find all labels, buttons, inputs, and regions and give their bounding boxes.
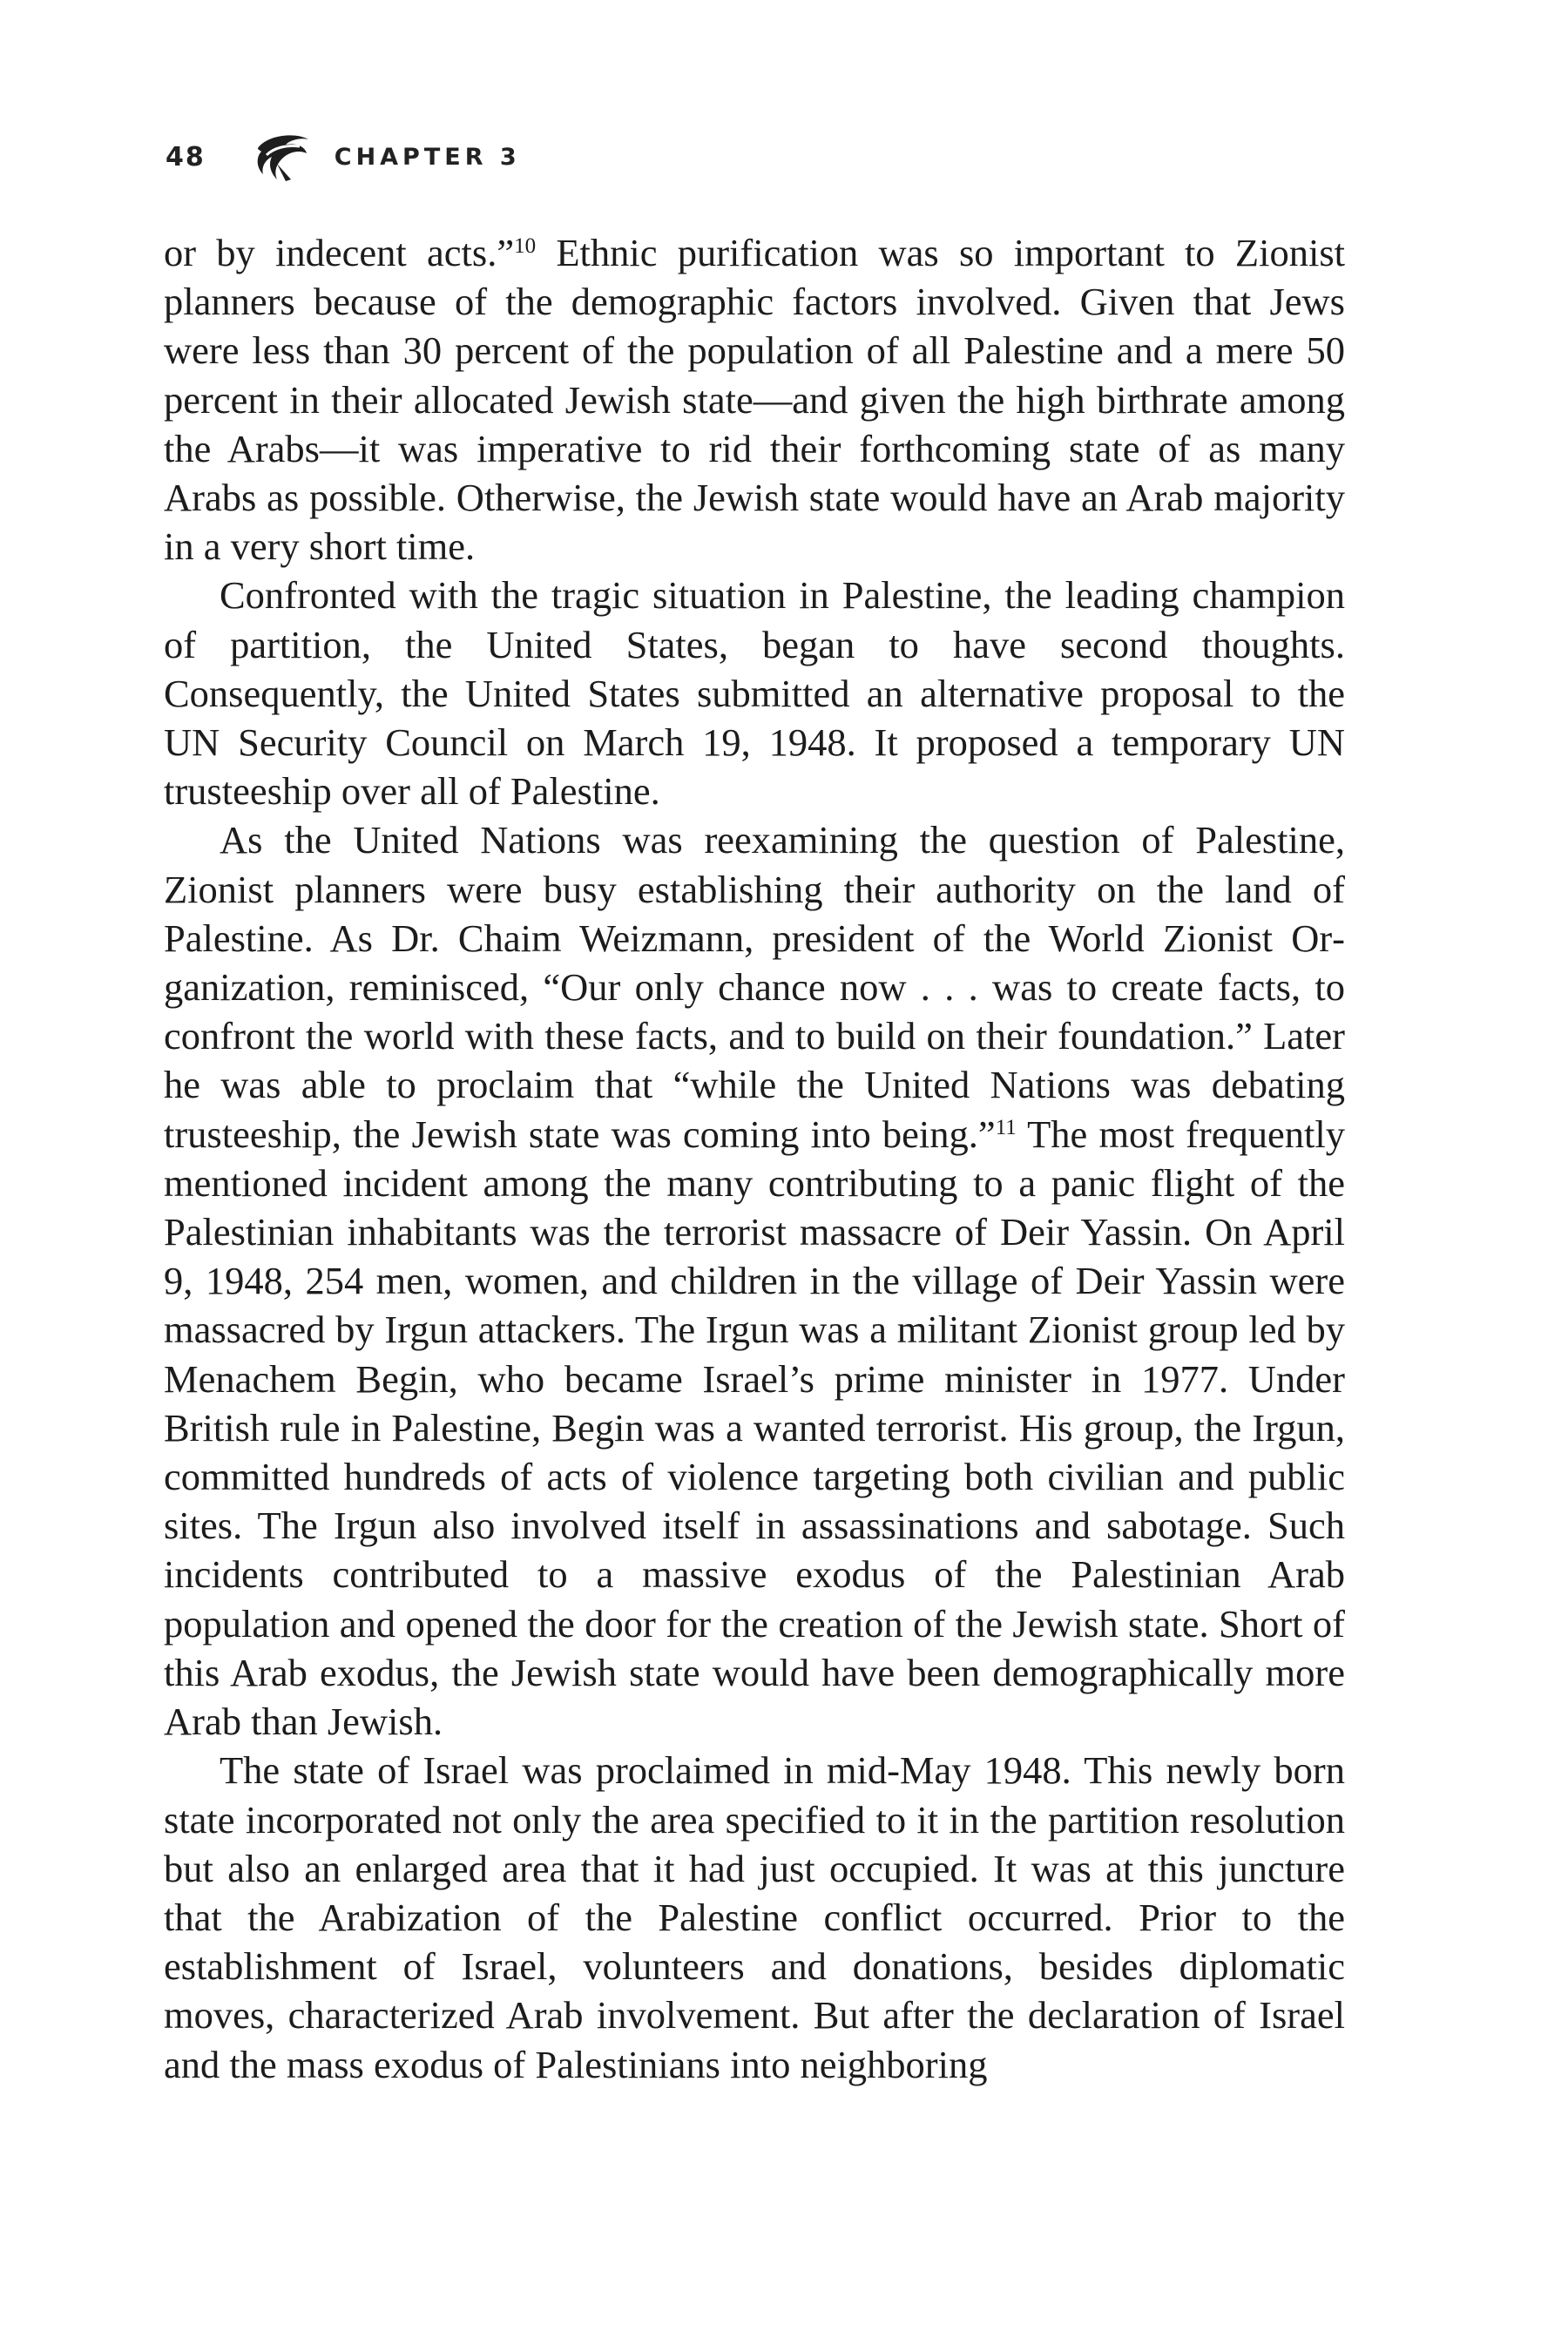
paragraph <box>164 228 1345 571</box>
chapter-label: CHAPTER 3 <box>334 143 521 171</box>
chapter-ornament-icon <box>251 129 315 185</box>
text-run: The state of Israel was proclaimed in mid-May 1948. This newly born state incorporated not only the area specified to it in the partition resolution but also an enlarged area that it had just occupied. It was at this juncture that the Arabization of the Palestine conflict occurred. Prior to the establishment of Israel, volunteers and donations, besides diplomatic moves, characterized Arab involvement. But after the declaration of Israel and the mass exodus of Palestinians into neighboring <box>164 1748 1345 2086</box>
text-run: Ethnic purification was so important to Zionist planners because of the demographic factors involved. Given that Jews were less than 30 percent of the population of all Palestine and a mere 50 percent in their allocated Jewish state—and given the high birthrate among the Arabs—it was imperative to rid their forthcoming state of as many Arabs as possible. Otherwise, the Jewish state would have an Arab majority in a very short time. <box>164 231 1345 569</box>
text-run: As the United Nations was reexamining the question of Palestine, Zionist planners were busy establishing their authority on the land of Palestine. As Dr. Chaim Weizmann, president of the World Zionist Organization, reminisced, “Our only chance now . . . was to create facts, to confront the world with these facts, and to build on their foundation.” Later he was able to proclaim that “while the United Nations was debating trusteeship, the Jewish state was coming into being.” <box>164 818 1345 1156</box>
paragraph <box>164 1746 1345 2088</box>
body-text <box>164 228 1345 2089</box>
text-run: or by indecent acts.” <box>164 231 515 274</box>
text-run: Confronted with the tragic situation in Palestine, the leading champion of partition, the United States, began to have second thoughts. Consequently, the United States submitted an alternative proposal to the UN Security Council on March 19, 1948. It proposed a temporary UN trusteeship over all of Palestine. <box>164 573 1345 814</box>
text-run: The most frequently mentioned incident among the many contributing to a panic flight of the Palestinian inhabitants was the terrorist massacre of Deir Yassin. On April 9, 1948, 254 men, women, and children in the village of Deir Yassin were massacred by Irgun attackers. The Irgun was a militant Zionist group led by Menachem Begin, who became Israel’s prime minister in 1977. Under British rule in Palestine, Begin was a wanted terrorist. His group, the Irgun, committed hundreds of acts of violence targeting both civilian and public sites. The Irgun also involved itself in assassinations and sabotage. Such incidents contributed to a massive exodus of the Palestinian Arab population and opened the door for the creation of the Jewish state. Short of this Arab exodus, the Jewish state would have been demographically more Arab than Jewish. <box>164 1112 1346 1744</box>
footnote-marker[interactable]: 10 <box>514 234 537 258</box>
footnote-marker[interactable]: 11 <box>995 1115 1017 1139</box>
paragraph <box>164 815 1345 1746</box>
running-head <box>166 131 521 183</box>
page-number: 48 <box>166 141 206 172</box>
paragraph <box>164 571 1345 815</box>
